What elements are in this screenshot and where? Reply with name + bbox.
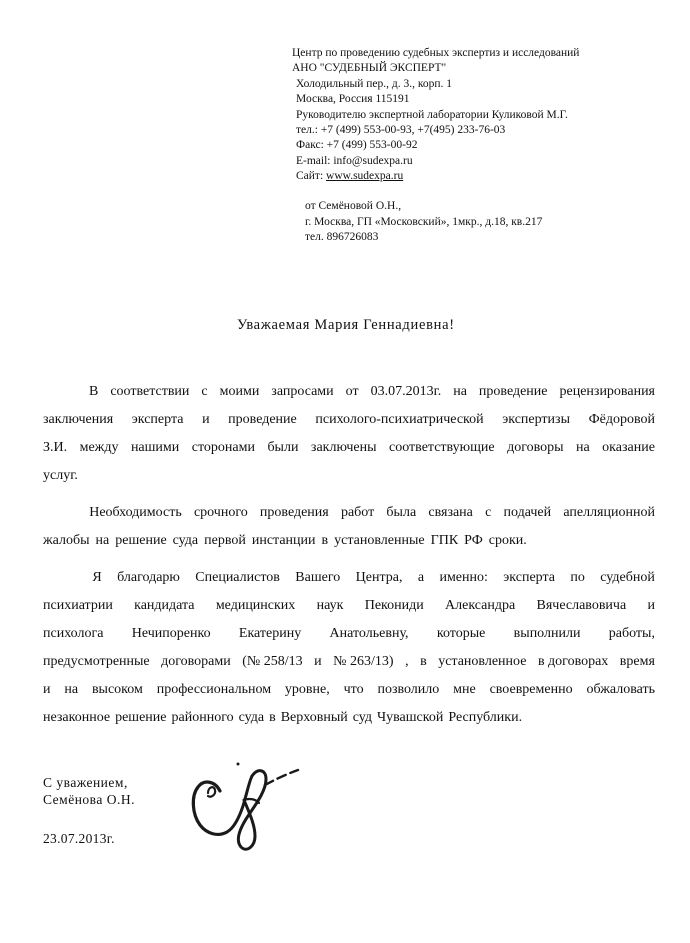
word: решение bbox=[115, 710, 167, 725]
word: которые bbox=[436, 626, 486, 641]
word: оказание bbox=[602, 440, 655, 455]
word: подачей bbox=[503, 505, 552, 520]
word: психиатрии bbox=[43, 598, 113, 613]
word: с bbox=[485, 505, 492, 520]
sender-line-phone: тел. 896726083 bbox=[305, 231, 379, 244]
word: на bbox=[453, 384, 467, 399]
word: Анатольевну, bbox=[329, 626, 409, 641]
word: позволило bbox=[377, 682, 440, 697]
word: Пекониди bbox=[364, 598, 424, 613]
word: договорами bbox=[161, 654, 231, 669]
word: по bbox=[570, 570, 585, 585]
word: запросами bbox=[271, 384, 334, 399]
word: ГПК bbox=[430, 533, 459, 548]
word: апелляционной bbox=[563, 505, 655, 520]
word: (№ 258/13 bbox=[242, 654, 303, 669]
addressee-line-phone: тел.: +7 (499) 553-00-93, +7(495) 233-76-03 bbox=[296, 124, 506, 137]
word: незаконное bbox=[43, 710, 111, 725]
word: Верховный bbox=[280, 710, 348, 725]
word: РФ bbox=[464, 533, 483, 548]
website-label: Сайт: bbox=[296, 170, 324, 183]
word: психолого-психиатрической bbox=[315, 412, 484, 427]
paragraph-1-line-1 bbox=[43, 378, 655, 406]
word: инстанции bbox=[251, 533, 316, 548]
word: эксперта bbox=[131, 412, 184, 427]
word: благодарю bbox=[117, 570, 180, 585]
word: Специалистов bbox=[195, 570, 280, 585]
word: рецензирования bbox=[559, 384, 655, 399]
paragraph-1-line-3 bbox=[43, 434, 655, 462]
word: суда bbox=[172, 533, 199, 548]
addressee-line-fax: Факс: +7 (499) 553-00-92 bbox=[296, 139, 418, 152]
word: проведение bbox=[478, 384, 548, 399]
paragraph-2-line-1 bbox=[43, 499, 655, 527]
word: Центра, bbox=[355, 570, 403, 585]
word: первой bbox=[204, 533, 246, 548]
paragraph-3 bbox=[43, 564, 655, 732]
word: суд bbox=[352, 710, 373, 725]
word: связана bbox=[428, 505, 473, 520]
closing-line-name: Семёнова О.Н. bbox=[43, 792, 135, 807]
word: что bbox=[343, 682, 364, 697]
addressee-line-recipient: Руководителю экспертной лаборатории Куликовой М.Г. bbox=[296, 108, 568, 121]
word: именно: bbox=[439, 570, 488, 585]
word: Чувашской bbox=[377, 710, 444, 725]
word: а bbox=[417, 570, 425, 585]
addressee-line-organization: Центр по проведению судебных экспертиз и исследований bbox=[292, 47, 580, 59]
word: от bbox=[345, 384, 359, 399]
salutation: Уважаемая Мария Геннадиевна! bbox=[237, 317, 455, 333]
word: Вашего bbox=[295, 570, 341, 585]
sender-line-address: г. Москва, ГП «Московский», 1мкр., д.18, кв.217 bbox=[305, 215, 543, 228]
word: на bbox=[64, 682, 79, 697]
word: судебной bbox=[600, 570, 655, 585]
word: заключены bbox=[310, 440, 377, 455]
paragraph-3-line-6 bbox=[43, 704, 655, 732]
word: предусмотренные bbox=[43, 654, 150, 669]
word: срочного bbox=[193, 505, 248, 520]
paragraph-3-line-1 bbox=[43, 564, 655, 592]
word: была bbox=[386, 505, 417, 520]
word: своевременно bbox=[489, 682, 573, 697]
closing-line-regards: С уважением, bbox=[43, 775, 128, 790]
word: были bbox=[267, 440, 299, 455]
website-link[interactable]: www.sudexpa.ru bbox=[326, 170, 404, 183]
word: Вячеславовича bbox=[536, 598, 627, 613]
word: мне bbox=[453, 682, 476, 697]
word: районного bbox=[171, 710, 234, 725]
word: и bbox=[314, 654, 322, 669]
paragraph-3-line-2 bbox=[43, 592, 655, 620]
word: сроки. bbox=[488, 533, 527, 548]
word: кандидата bbox=[134, 598, 195, 613]
addressee-line-email: E-mail: info@sudexpa.ru bbox=[296, 154, 413, 167]
word: в bbox=[420, 654, 427, 669]
paragraph-1-line-2 bbox=[43, 406, 655, 434]
paragraph-3-line-4 bbox=[43, 648, 655, 676]
closing-date: 23.07.2013г. bbox=[43, 831, 115, 846]
word: установленное bbox=[438, 654, 527, 669]
signature-image bbox=[186, 752, 316, 857]
word: уровне, bbox=[284, 682, 330, 697]
word: , bbox=[405, 654, 409, 669]
word: в bbox=[321, 533, 329, 548]
word: № 263/13) bbox=[333, 654, 394, 669]
word: договоры bbox=[507, 440, 564, 455]
word: обжаловать bbox=[586, 682, 655, 697]
word: сторонами bbox=[191, 440, 255, 455]
paragraph-1 bbox=[43, 378, 655, 490]
paragraph-2 bbox=[43, 499, 655, 555]
letter-body bbox=[43, 378, 655, 732]
word: решение bbox=[115, 533, 167, 548]
word: в bbox=[269, 710, 276, 725]
word: проведение bbox=[228, 412, 297, 427]
word: с bbox=[201, 384, 208, 399]
paragraph-2-line-2 bbox=[43, 527, 655, 555]
addressee-line-website bbox=[292, 169, 652, 184]
word: Республики. bbox=[448, 710, 523, 725]
word: заключения bbox=[43, 412, 114, 427]
word: Александра bbox=[445, 598, 516, 613]
paragraph-3-line-5 bbox=[43, 676, 655, 704]
paragraph-1-line-4 bbox=[43, 462, 655, 490]
word: экспертизы bbox=[502, 412, 570, 427]
addressee-block bbox=[292, 46, 652, 185]
word: В bbox=[88, 384, 99, 399]
word: услуг. bbox=[43, 468, 78, 483]
sender-block bbox=[305, 199, 645, 246]
word: и bbox=[647, 598, 655, 613]
word: Я bbox=[92, 570, 102, 585]
word: профессиональном bbox=[156, 682, 272, 697]
word: З.И. bbox=[43, 440, 68, 455]
addressee-line-city: Москва, Россия 115191 bbox=[296, 93, 410, 106]
word: на bbox=[575, 440, 590, 455]
word: соответствующие bbox=[389, 440, 495, 455]
word: Нечипоренко bbox=[131, 626, 211, 641]
word: между bbox=[79, 440, 119, 455]
word: соответствии bbox=[110, 384, 190, 399]
word: на bbox=[95, 533, 110, 548]
word: высоком bbox=[91, 682, 143, 697]
word: и bbox=[202, 412, 210, 427]
closing-block bbox=[43, 774, 135, 808]
word: в договорах bbox=[537, 654, 609, 669]
word: Фёдоровой bbox=[588, 412, 655, 427]
word: суда bbox=[238, 710, 265, 725]
word: Екатерину bbox=[238, 626, 302, 641]
paragraph-3-line-3 bbox=[43, 620, 655, 648]
word: жалобы bbox=[43, 533, 90, 548]
word: и bbox=[43, 682, 51, 697]
word: медицинских bbox=[215, 598, 296, 613]
word: работы, bbox=[608, 626, 655, 641]
word: 03.07.2013г. bbox=[370, 384, 442, 399]
word: работ bbox=[340, 505, 375, 520]
word: установленные bbox=[334, 533, 425, 548]
word: время bbox=[619, 654, 655, 669]
word: проведения bbox=[259, 505, 329, 520]
word: психолога bbox=[43, 626, 104, 641]
word: нашими bbox=[130, 440, 180, 455]
addressee-line-street: Холодильный пер., д. 3., корп. 1 bbox=[296, 77, 453, 90]
word: Необходимость bbox=[89, 505, 182, 520]
word: наук bbox=[316, 598, 344, 613]
word: моими bbox=[219, 384, 260, 399]
word: выполнили bbox=[513, 626, 581, 641]
sender-line-name: от Семёновой О.Н., bbox=[305, 200, 402, 212]
addressee-line-entity-name: АНО "СУДЕБНЫЙ ЭКСПЕРТ" bbox=[292, 62, 447, 75]
word: эксперта bbox=[503, 570, 555, 585]
